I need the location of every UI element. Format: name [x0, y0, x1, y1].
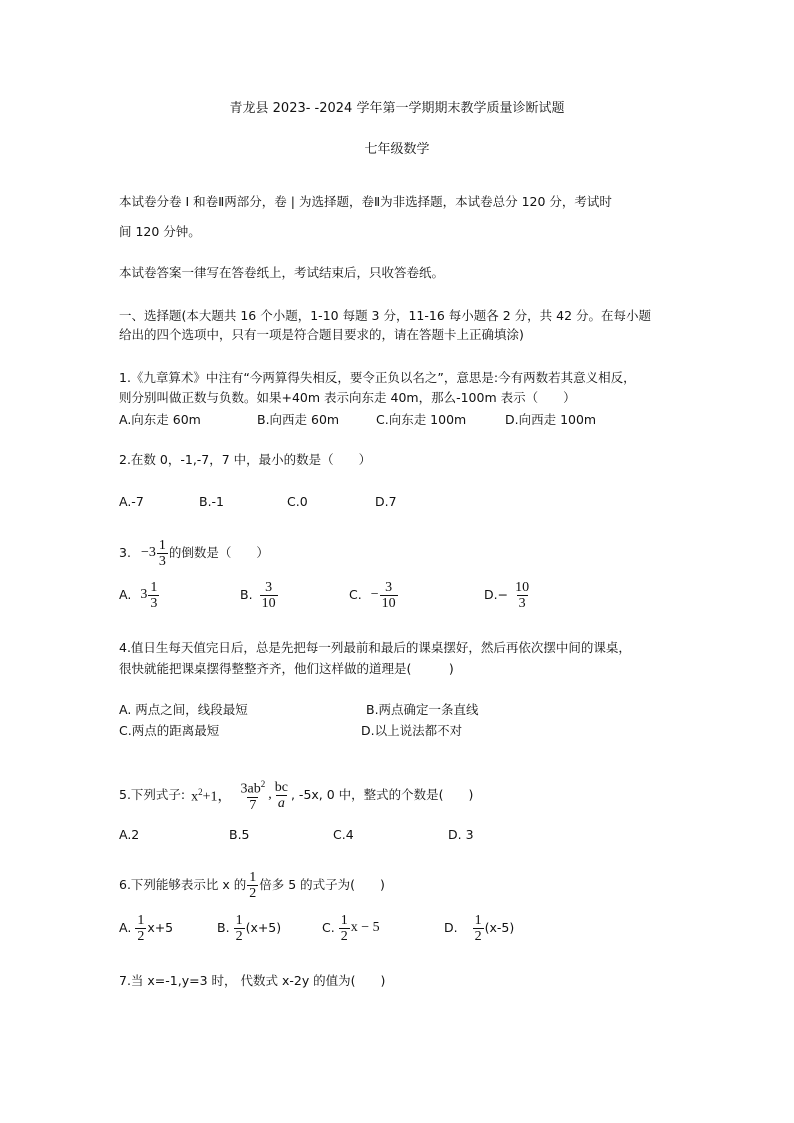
q5-expr-3-den: a	[277, 795, 285, 811]
q6-option-c-num: 1	[340, 912, 348, 928]
q1-option-d: D.向西走 100m	[505, 412, 597, 427]
q7-stem: 7.当 x=-1,y=3 时， 代数式 x-2y 的值为( )	[119, 973, 386, 988]
q4-option-a: A. 两点之间，线段最短	[119, 702, 248, 717]
q3-option-d	[484, 577, 532, 613]
q2-option-d: D.7	[375, 494, 397, 509]
q3-option-c-label: C.	[349, 587, 362, 602]
q6-option-c-fraction	[339, 913, 350, 944]
q3-stem-frac-num: 1	[158, 537, 166, 553]
section1-line-1: 一、选择题(本大题共 16 个小题，1-10 每题 3 分，11-16 每小题各 2 分，共 42 分。在每小题	[119, 308, 652, 323]
q6-option-a-num: 1	[137, 912, 145, 928]
q3-option-a-num: 1	[150, 579, 158, 595]
q6-option-c-den: 2	[340, 928, 348, 944]
q1-stem-line-1: 1.《九章算术》中注有“今两算得失相反，要令正负以名之”，意思是:今有两数若其意义相反，	[119, 370, 636, 385]
q5-suffix: , -5x, 0 中，整式的个数是( )	[290, 787, 474, 802]
q6-option-b-den: 2	[235, 928, 243, 944]
q3-stem-whole: −3	[140, 545, 156, 560]
q6-option-c	[322, 910, 380, 946]
q3-option-c-fraction	[380, 580, 398, 611]
q3-stem-suffix: 的倒数是（ ）	[168, 545, 269, 560]
q3-option-b-label: B.	[240, 587, 253, 602]
q4-stem-line-1: 4.值日生每天值完日后，总是先把每一列最前和最后的课桌摆好，然后再依次摆中间的课桌，	[119, 640, 631, 655]
q3-option-b-den: 10	[261, 595, 276, 611]
q6-option-d-label: D.	[444, 920, 458, 935]
q1-option-c: C.向东走 100m	[376, 412, 467, 427]
q5-option-b: B.5	[229, 827, 250, 842]
q6-option-a-tail: x+5	[147, 920, 174, 935]
q5-expr-1-rest: +1，	[202, 789, 232, 805]
exam-subtitle: 七年级数学	[364, 142, 430, 157]
q3-option-c-sign: −	[370, 587, 379, 602]
q6-option-b	[217, 910, 281, 946]
q4-option-d: D.以上说法都不对	[361, 723, 463, 738]
q5-option-c: C.4	[333, 827, 354, 842]
q6-option-d-fraction	[473, 913, 484, 944]
q2-option-a: A.-7	[119, 494, 144, 509]
q5-expr-2-exp: 2	[260, 779, 266, 790]
q6-option-b-fraction	[234, 913, 245, 944]
q4-stem-line-2: 很快就能把课桌摆得整整齐齐，他们这样做的道理是( )	[119, 661, 454, 676]
q6-stem	[119, 867, 385, 903]
q6-option-a	[119, 910, 173, 946]
q6-stem-frac-den: 2	[249, 885, 257, 901]
q4-option-b: B.两点确定一条直线	[366, 702, 479, 717]
q3-option-a-label: A.	[119, 587, 132, 602]
q2-option-b: B.-1	[199, 494, 225, 509]
q5-expr-2-num-text: 3ab	[240, 781, 261, 797]
q5-option-d: D. 3	[448, 827, 474, 842]
section1-line-2: 给出的四个选项中，只有一项是符合题目要求的，请在答题卡上正确填涂)	[119, 327, 524, 342]
q6-option-d-num: 1	[474, 912, 482, 928]
q3-option-a	[119, 577, 160, 613]
q6-option-a-label: A.	[119, 920, 132, 935]
q5-option-a: A.2	[119, 827, 140, 842]
q5-expr-1	[191, 784, 231, 806]
q3-option-d-den: 3	[518, 595, 526, 611]
q5-expr-3	[273, 780, 290, 811]
q3-stem	[119, 535, 269, 571]
q3-option-a-whole: 3	[140, 587, 148, 602]
q6-stem-frac-num: 1	[249, 869, 257, 885]
q3-stem-frac-den: 3	[158, 553, 166, 569]
q3-number: 3.	[119, 545, 131, 560]
q6-option-c-label: C.	[322, 920, 335, 935]
q6-prefix: 6.下列能够表示比 x 的	[119, 877, 247, 892]
q6-option-c-tail: x − 5	[350, 920, 380, 935]
q5-expr-2-den: 7	[249, 797, 257, 813]
q6-suffix: 倍多 5 的式子为( )	[259, 877, 385, 892]
q4-option-c: C.两点的距离最短	[119, 723, 220, 738]
q1-option-b: B.向西走 60m	[257, 412, 340, 427]
q3-option-a-den: 3	[150, 595, 158, 611]
q6-stem-fraction	[247, 870, 258, 901]
q5-expr-1-base: x	[191, 789, 199, 805]
q2-stem: 2.在数 0，-1,-7，7 中，最小的数是（ ）	[119, 452, 372, 467]
q3-option-c-den: 10	[381, 595, 396, 611]
q6-option-b-tail: (x+5)	[245, 920, 282, 935]
q6-option-a-den: 2	[137, 928, 145, 944]
q5-expr-1-exp: 2	[198, 787, 203, 798]
q6-option-d-tail: (x-5)	[484, 920, 515, 935]
q5-expr-2	[239, 777, 268, 813]
q5-expr-2-num	[239, 777, 268, 797]
q6-option-d	[444, 910, 514, 946]
q6-option-a-fraction	[135, 913, 146, 944]
q3-option-c-num: 3	[385, 579, 393, 595]
q5-stem: 5.下列式子: $x^2+1$， $\frac{3ab^2}{7}$ , $\frac{bc}{a}$ , -5x, 0 中，整式的个数是( )	[119, 779, 474, 813]
intro-line-3: 本试卷答案一律写在答卷纸上，考试结束后，只收答卷纸。	[119, 265, 445, 280]
q3-stem-fraction	[157, 538, 168, 569]
q2-option-c: C.0	[287, 494, 308, 509]
q6-option-b-num: 1	[235, 912, 243, 928]
q6-option-b-label: B.	[217, 920, 230, 935]
intro-line-2: 间 120 分钟。	[119, 224, 201, 239]
q3-option-a-fraction	[148, 580, 159, 611]
q3-option-d-num: 10	[515, 579, 530, 595]
q1-option-a: A.向东走 60m	[119, 412, 201, 427]
q3-option-c	[349, 577, 399, 613]
q5-prefix: 5.下列式子:	[119, 787, 186, 802]
intro-line-1: 本试卷分卷 I 和卷Ⅱ两部分，卷 | 为选择题，卷Ⅱ为非选择题，本试卷总分 120 分，考试时	[119, 194, 612, 209]
q6-option-d-den: 2	[474, 928, 482, 944]
q1-stem-line-2: 则分别叫做正数与负数。如果+40m 表示向东走 40m，那么-100m 表示（ ）	[119, 390, 576, 405]
q3-option-b-fraction	[260, 580, 278, 611]
q3-option-b	[240, 577, 279, 613]
q3-option-d-fraction	[513, 580, 531, 611]
exam-title: 青龙县 2023- -2024 学年第一学期期末教学质量诊断试题	[229, 101, 565, 116]
q5-expr-3-num: bc	[274, 779, 288, 795]
q3-option-d-label: D.−	[484, 587, 509, 602]
q3-option-b-num: 3	[265, 579, 273, 595]
